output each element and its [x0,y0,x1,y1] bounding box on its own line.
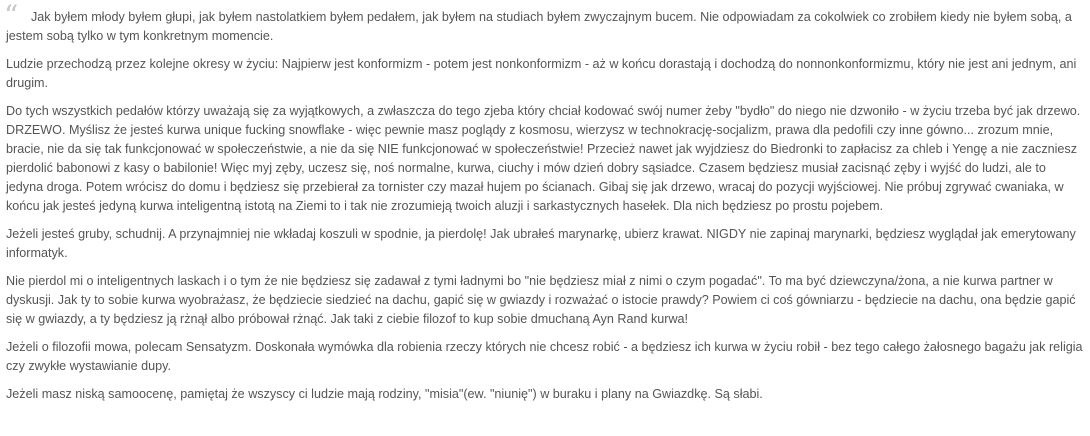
quote-mark-icon: “ [4,0,19,32]
quote-paragraph-4: Jeżeli jesteś gruby, schudnij. A przynajmniej nie wkładaj koszuli w spodnie, ja pierdolę! Jak ubrałeś marynarkę, ubierz krawat. NIGDY nie zapinaj marynarki, będziesz wyglądał jak emerytowany informatyk. [6,227,1076,260]
quote-paragraph-3: Do tych wszystkich pedałów którzy uważają się za wyjątkowych, a zwłaszcza do tego zjeba który chciał kodować swój numer żeby "bydło" do niego nie dzwoniło - w życiu trzeba być jak drzewo. DRZEWO. Myślisz że jesteś kurwa unique fucking snowflake - więc pewnie masz poglądy z kosmosu, wierzysz w technokrację-socjalizm, prawa dla pedofili czy inne gówno... zrozum mnie, bracie, nie da się tak funkcjonować w społeczeństwie, a nie da się NIE funkcjonować w społeczeństwie! Przecież nawet jak wyjdziesz do Biedronki to zapłacisz za chleb i Yengę a nie zaczniesz pierdolić babonowi z kasy o babilonie! Więc myj zęby, uczesz się, noś normalne, kurwa, ciuchy i mów dzień dobry sąsiadce. Czasem będziesz musiał zacisnąć zęby i wyjść do ludzi, ale to jedyna droga. Potem wrócisz do domu i będziesz się przebierał za tornister czy mazał hujem po ścianach. Gibaj się jak drzewo, wracaj do pozycji wyjściowej. Nie próbuj zgrywać cwaniaka, w końcu jak jesteś jedyną kurwa inteligentną istotą na Ziemi to i tak nie zrozumieją twoich aluzji i sarkastycznych hasełek. Dla nich będziesz po prostu pojebem. [6,104,1081,213]
quote-paragraph-1: Jak byłem młody byłem głupi, jak byłem nastolatkiem byłem pedałem, jak byłem na studiach byłem zwyczajnym bucem. Nie odpowiadam za cokolwiek co zrobiłem kiedy nie byłem sobą, a jestem sobą tylko w tym konkretnym momencie. [6,10,1072,43]
quote-paragraph-2: Ludzie przechodzą przez kolejne okresy w życiu: Najpierw jest konformizm - potem jest nonkonformizm - aż w końcu dorastają i dochodzą do nonnonkonformizmu, który nie jest ani jednym, ani drugim. [6,57,1077,90]
quote-paragraph-6: Jeżeli o filozofii mowa, polecam Sensatyzm. Doskonała wymówka dla robienia rzeczy których nie chcesz robić - a będziesz ich kurwa w życiu robił - bez tego całego żałosnego bagażu jak religia czy zwykłe wystawianie dupy. [6,340,1083,373]
quote-paragraph-7: Jeżeli masz niską samoocenę, pamiętaj że wszyscy ci ludzie mają rodziny, "misia"(ew. "niunię") w buraku i plany na Gwiazdkę. Są słabi. [6,387,763,401]
quote-paragraph-5: Nie pierdol mi o inteligentnych laskach i o tym że nie będziesz się zadawał z tymi ładnymi bo "nie będziesz miał z nimi o czym pogadać". To ma być dziewczyna/żona, a nie kurwa partner w dyskusji. Jak ty to sobie kurwa wyobrażasz, że będziecie siedzieć na dachu, gapić się w gwiazdy i rozważać o istocie prawdy? Powiem ci coś gówniarzu - będziecie na dachu, ona będzie gapić się w gwiazdy, a ty będziesz ją rżnął albo próbował rżnąć. Jak taki z ciebie filozof to kup sobie dmuchaną Ayn Rand kurwa! [6,274,1076,326]
